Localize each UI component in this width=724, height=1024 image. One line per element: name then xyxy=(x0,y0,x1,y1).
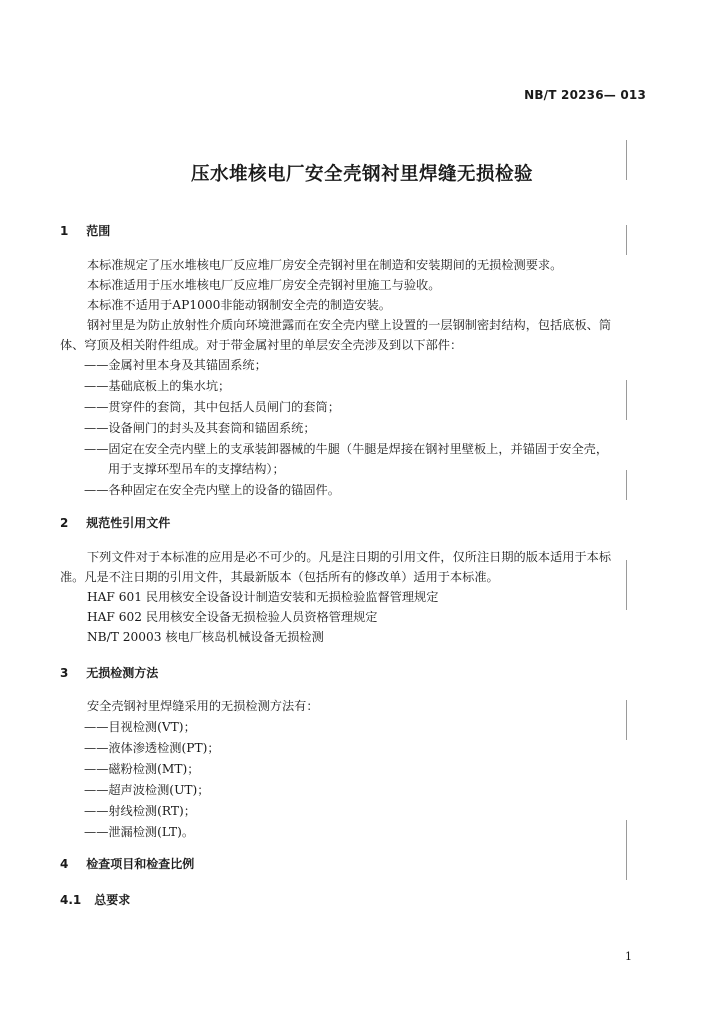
section-2-heading xyxy=(60,514,170,531)
paragraph: 安全壳钢衬里焊缝采用的无损检测方法有： xyxy=(87,699,319,713)
list-item: ——泄漏检测(LT)。 xyxy=(84,825,195,839)
paragraph-continuation: 准。凡是不注日期的引用文件，其最新版本（包括所有的修改单）适用于本标准。 xyxy=(60,570,499,584)
scan-artifact-line xyxy=(626,560,627,610)
page-number: 1 xyxy=(625,950,632,963)
reference-item: NB/T 20003 核电厂核岛机械设备无损检测 xyxy=(87,630,324,644)
section-title: 规范性引用文件 xyxy=(86,516,171,530)
section-number: 4.1 xyxy=(60,893,82,907)
list-item: ——金属衬里本身及其锚固系统； xyxy=(84,358,267,372)
list-item: ——目视检测(VT)； xyxy=(84,720,196,734)
section-1-heading xyxy=(60,222,110,239)
scan-artifact-line xyxy=(626,225,627,255)
list-item: ——磁粉检测(MT)； xyxy=(84,762,200,776)
section-number: 4 xyxy=(60,857,69,871)
section-title: 检查项目和检查比例 xyxy=(86,857,195,871)
section-number: 2 xyxy=(60,516,69,530)
scan-artifact-line xyxy=(626,470,627,500)
reference-item: HAF 602 民用核安全设备无损检验人员资格管理规定 xyxy=(87,610,378,624)
paragraph: 本标准适用于压水堆核电厂反应堆厂房安全壳钢衬里施工与验收。 xyxy=(87,278,441,292)
list-item: ——设备闸门的封头及其套筒和锚固系统； xyxy=(84,421,316,435)
section-3-heading xyxy=(60,664,158,681)
section-4-heading xyxy=(60,855,194,872)
section-number: 3 xyxy=(60,666,69,680)
section-title: 无损检测方法 xyxy=(86,666,159,680)
list-item-continuation: 用于支撑环型吊车的支撑结构）； xyxy=(108,462,285,476)
list-item: ——各种固定在安全壳内壁上的设备的锚固件。 xyxy=(84,483,340,497)
document-title: 压水堆核电厂安全壳钢衬里焊缝无损检验 xyxy=(190,164,533,185)
scan-artifact-line xyxy=(626,140,627,180)
standard-code: NB/T 20236— 013 xyxy=(524,88,646,102)
list-item: ——射线检测(RT)； xyxy=(84,804,196,818)
reference-item: HAF 601 民用核安全设备设计制造安装和无损检验监督管理规定 xyxy=(87,590,439,604)
scan-artifact-line xyxy=(626,700,627,740)
list-item: ——超声波检测(UT)； xyxy=(84,783,210,797)
list-item: ——基础底板上的集水坑； xyxy=(84,379,231,393)
paragraph: 本标准规定了压水堆核电厂反应堆厂房安全壳钢衬里在制造和安装期间的无损检测要求。 xyxy=(87,258,563,272)
list-item: ——贯穿件的套筒，其中包括人员闸门的套筒； xyxy=(84,400,340,414)
list-item: ——液体渗透检测(PT)； xyxy=(84,741,220,755)
paragraph: 下列文件对于本标准的应用是必不可少的。凡是注日期的引用文件，仅所注日期的版本适用于本标 xyxy=(87,550,612,564)
paragraph: 本标准不适用于AP1000非能动钢制安全壳的制造安装。 xyxy=(87,298,391,312)
paragraph: 钢衬里是为防止放射性介质向环境泄露而在安全壳内壁上设置的一层钢制密封结构，包括底板、筒 xyxy=(87,318,612,332)
section-4-1-heading xyxy=(60,891,130,908)
scan-artifact-line xyxy=(626,380,627,420)
section-title: 范围 xyxy=(86,224,111,238)
section-number: 1 xyxy=(60,224,69,238)
scan-artifact-line xyxy=(626,820,627,880)
paragraph-continuation: 体、穹顶及相关附件组成。对于带金属衬里的单层安全壳涉及到以下部件： xyxy=(60,338,463,352)
list-item: ——固定在安全壳内壁上的支承装卸器械的牛腿（牛腿是焊接在钢衬里壁板上，并锚固于安全壳， xyxy=(84,442,609,456)
section-title: 总要求 xyxy=(94,893,131,907)
